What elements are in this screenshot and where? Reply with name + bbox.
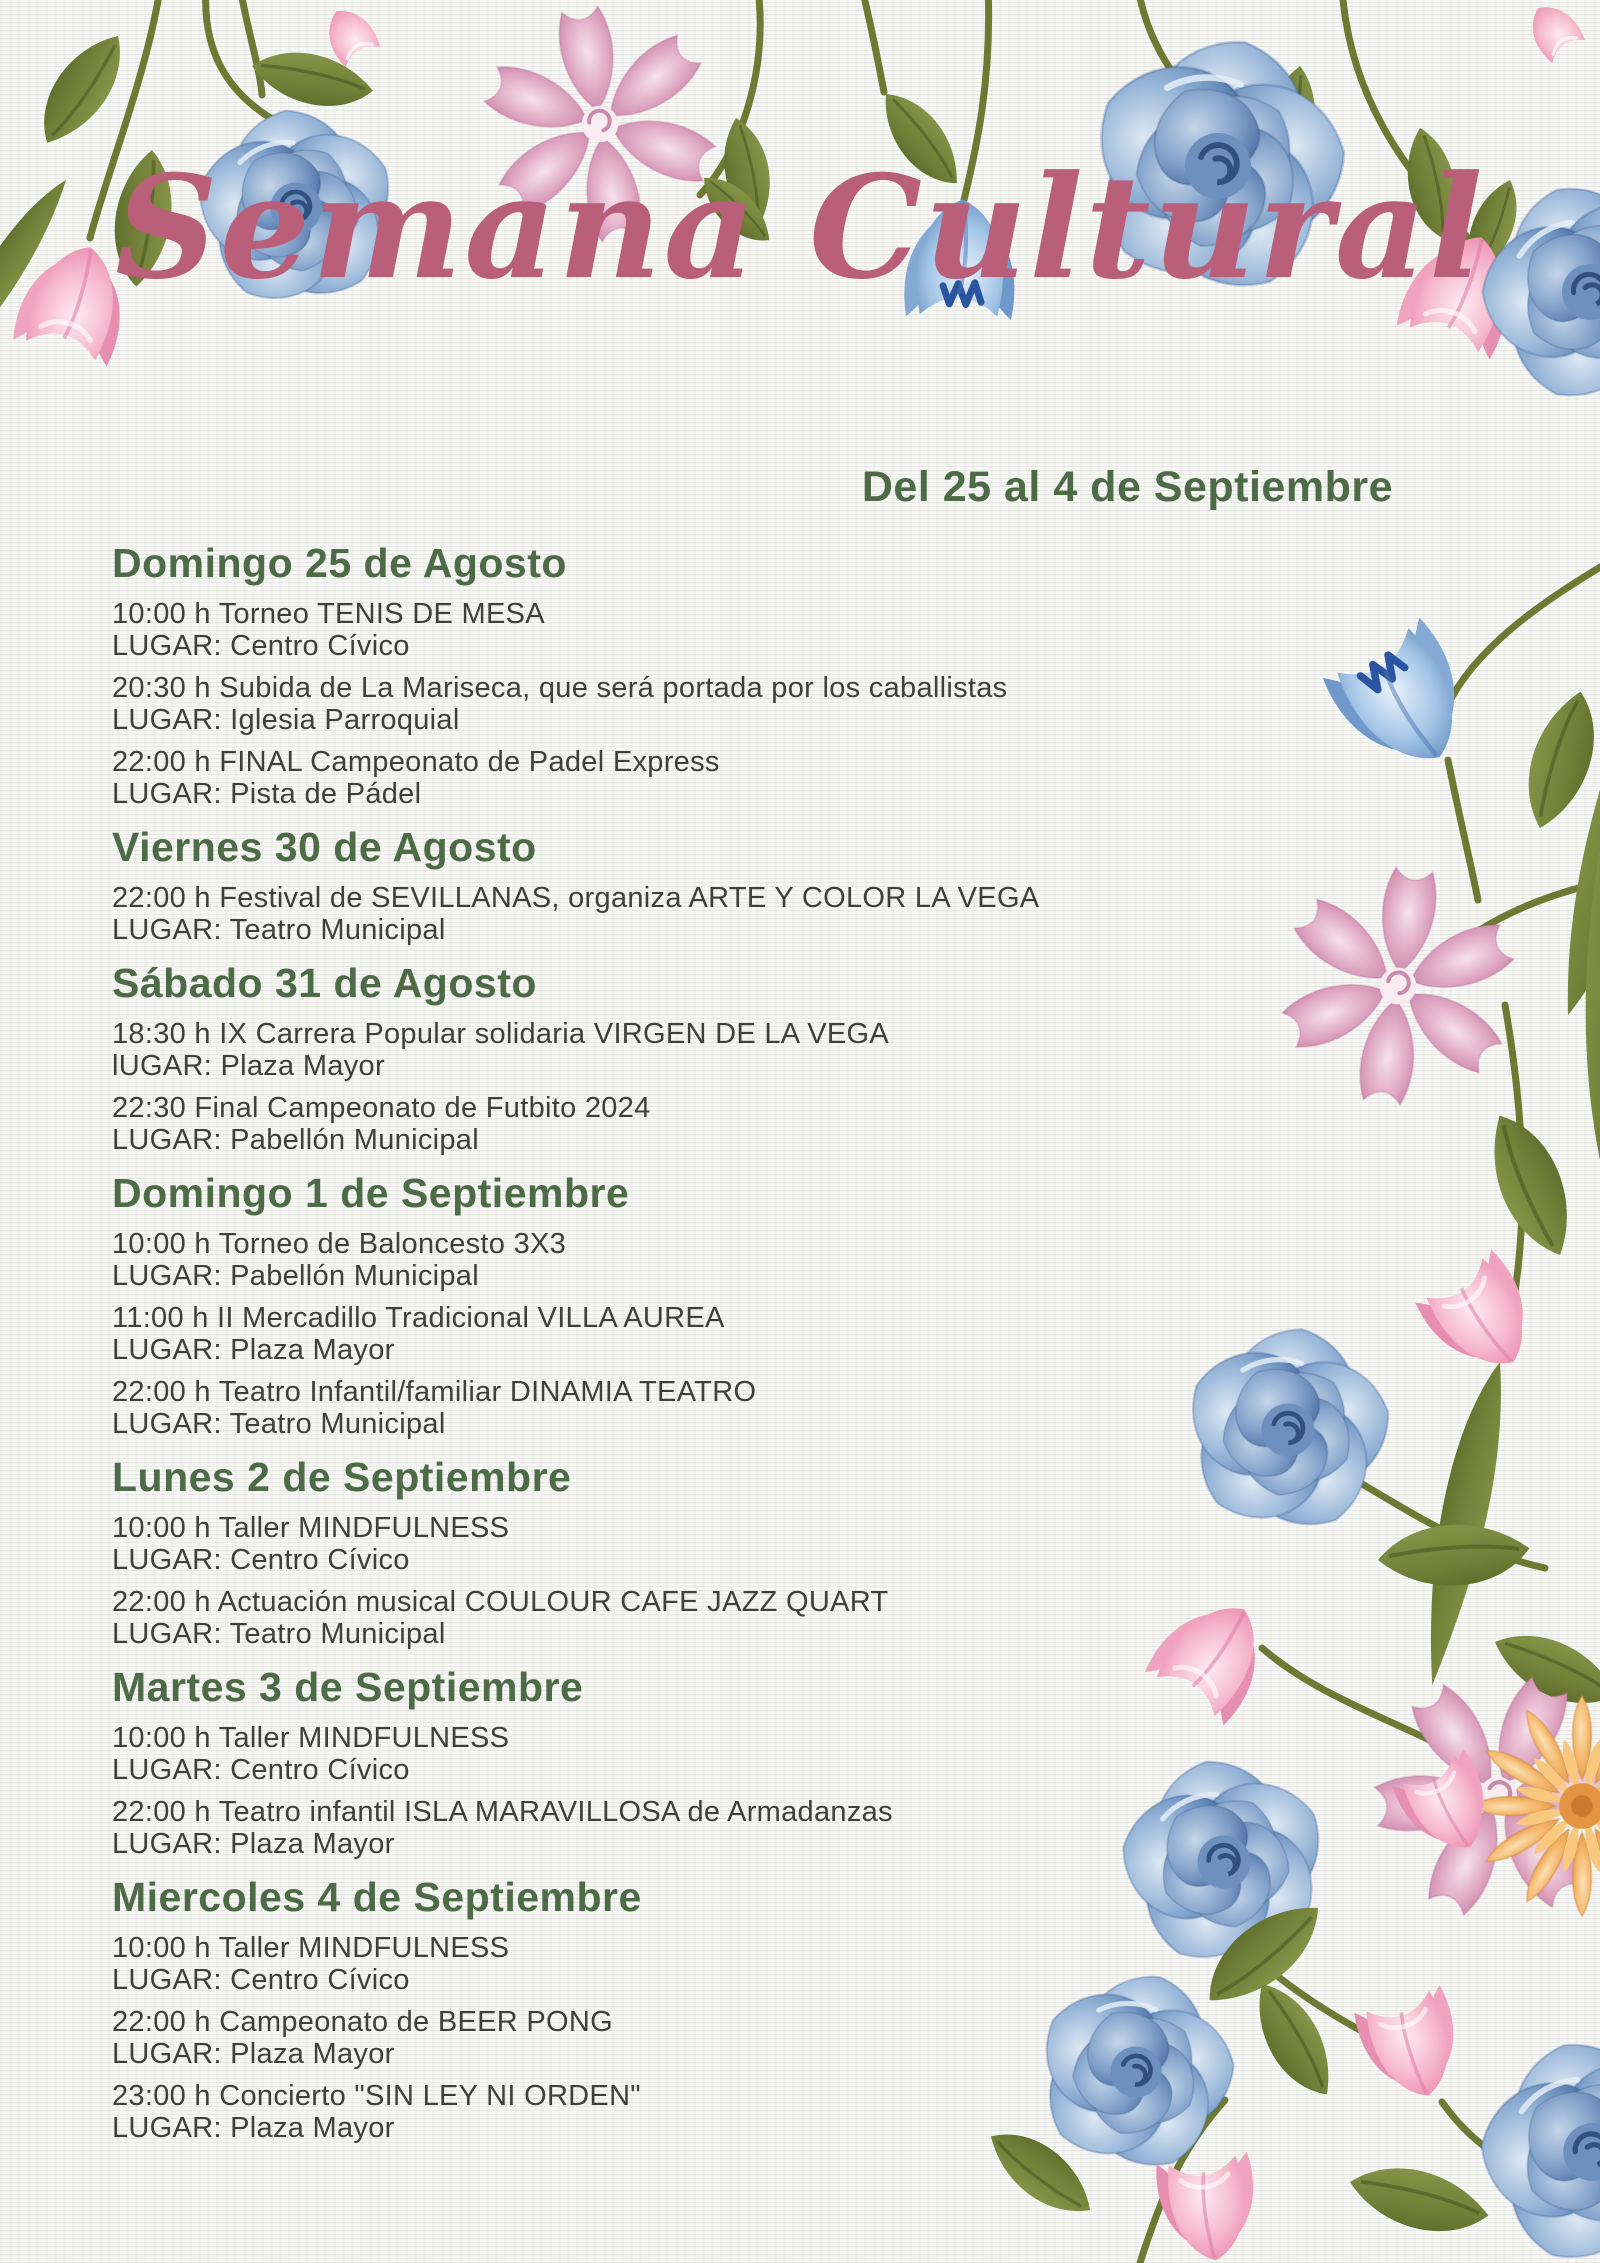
event-item (112, 2006, 1352, 2070)
event-location: LUGAR: Pista de Pádel (112, 778, 422, 810)
event-time-title: 10:00 h Taller MINDFULNESS (112, 1722, 510, 1754)
event-location: LUGAR: Plaza Mayor (112, 1828, 395, 1860)
event-time-title: 22:00 h Actuación musical COULOUR CAFE JAZZ QUART (112, 1586, 889, 1618)
event-location: LUGAR: Iglesia Parroquial (112, 704, 460, 736)
event-time-title: 10:00 h Taller MINDFULNESS (112, 1932, 510, 1964)
event-time-title: 22:00 h Teatro Infantil/familiar DINAMIA TEATRO (112, 1376, 757, 1408)
day-section-sabado-31 (112, 960, 1352, 1156)
day-heading: Viernes 30 de Agosto (112, 824, 537, 870)
event-item (112, 1796, 1352, 1860)
event-location: LUGAR: Centro Cívico (112, 1544, 410, 1576)
event-item (112, 598, 1352, 662)
day-heading: Sábado 31 de Agosto (112, 960, 537, 1006)
day-section-domingo-25 (112, 540, 1352, 810)
event-item (112, 1512, 1352, 1576)
event-item (112, 1302, 1352, 1366)
event-location: LUGAR: Centro Cívico (112, 630, 410, 662)
day-heading: Domingo 25 de Agosto (112, 540, 567, 586)
day-heading: Lunes 2 de Septiembre (112, 1454, 572, 1500)
event-location: LUGAR: Centro Cívico (112, 1964, 410, 1996)
event-item (112, 1932, 1352, 1996)
event-time-title: 20:30 h Subida de La Mariseca, que será portada por los caballistas (112, 672, 1008, 704)
event-location: LUGAR: Teatro Municipal (112, 1408, 446, 1440)
event-time-title: 22:00 h Teatro infantil ISLA MARAVILLOSA de Armadanzas (112, 1796, 893, 1828)
event-item (112, 672, 1352, 736)
event-location: lUGAR: Plaza Mayor (112, 1050, 385, 1082)
schedule (112, 540, 1352, 2144)
event-time-title: 10:00 h Taller MINDFULNESS (112, 1512, 510, 1544)
day-heading: Martes 3 de Septiembre (112, 1664, 584, 1710)
event-time-title: 22:00 h FINAL Campeonato de Padel Express (112, 746, 720, 778)
event-location: LUGAR: Teatro Municipal (112, 1618, 446, 1650)
event-time-title: 18:30 h IX Carrera Popular solidaria VIRGEN DE LA VEGA (112, 1018, 889, 1050)
event-time-title: 22:00 h Campeonato de BEER PONG (112, 2006, 613, 2038)
event-item (112, 1228, 1352, 1292)
event-item (112, 1376, 1352, 1440)
poster-subtitle: Del 25 al 4 de Septiembre (861, 463, 1393, 511)
olive-leaf (1345, 2137, 1493, 2262)
event-item (112, 2080, 1352, 2144)
event-location: LUGAR: Teatro Municipal (112, 914, 446, 946)
poster-title: Semana Cultural (115, 145, 1485, 311)
event-item (112, 882, 1352, 946)
event-location: LUGAR: Plaza Mayor (112, 1334, 395, 1366)
event-item (112, 746, 1352, 810)
pink-tulip (1154, 2151, 1263, 2263)
event-item (112, 1018, 1352, 1082)
day-heading: Domingo 1 de Septiembre (112, 1170, 630, 1216)
event-time-title: 10:00 h Torneo TENIS DE MESA (112, 598, 545, 630)
event-item (112, 1092, 1352, 1156)
day-section-viernes-30 (112, 824, 1352, 946)
event-time-title: 22:00 h Festival de SEVILLANAS, organiza ARTE Y COLOR LA VEGA (112, 882, 1040, 914)
event-location: LUGAR: Centro Cívico (112, 1754, 410, 1786)
day-section-martes-3 (112, 1664, 1352, 1860)
event-location: LUGAR: Plaza Mayor (112, 2038, 395, 2070)
day-section-miercoles-4 (112, 1874, 1352, 2144)
event-time-title: 23:00 h Concierto "SIN LEY NI ORDEN" (112, 2080, 641, 2112)
event-item (112, 1722, 1352, 1786)
event-location: LUGAR: Pabellón Municipal (112, 1260, 479, 1292)
event-location: LUGAR: Pabellón Municipal (112, 1124, 479, 1156)
event-time-title: 22:30 Final Campeonato de Futbito 2024 (112, 1092, 651, 1124)
day-section-domingo-1 (112, 1170, 1352, 1440)
event-item (112, 1586, 1352, 1650)
event-time-title: 10:00 h Torneo de Baloncesto 3X3 (112, 1228, 567, 1260)
event-location: LUGAR: Plaza Mayor (112, 2112, 395, 2144)
day-section-lunes-2 (112, 1454, 1352, 1650)
day-heading: Miercoles 4 de Septiembre (112, 1874, 642, 1920)
event-time-title: 11:00 h II Mercadillo Tradicional VILLA AUREA (112, 1302, 725, 1334)
